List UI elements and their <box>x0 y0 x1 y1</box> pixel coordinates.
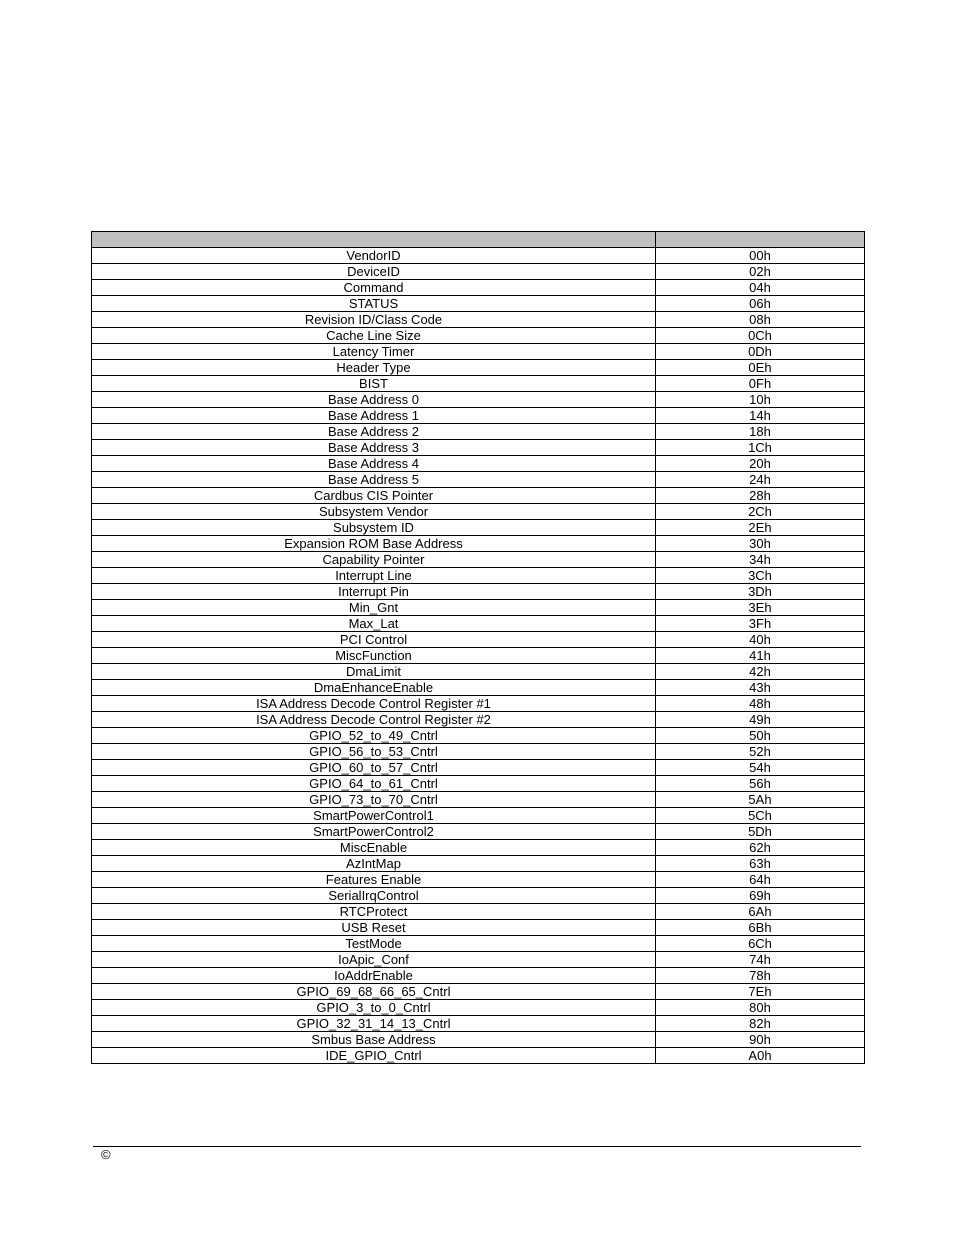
register-name: Smbus Base Address <box>92 1032 656 1048</box>
register-offset: 63h <box>656 856 865 872</box>
register-offset: 42h <box>656 664 865 680</box>
register-name: Subsystem Vendor <box>92 504 656 520</box>
table-row <box>92 568 865 584</box>
register-offset: 80h <box>656 1000 865 1016</box>
register-table <box>91 231 865 1064</box>
register-offset: 04h <box>656 280 865 296</box>
register-name: STATUS <box>92 296 656 312</box>
register-name: BIST <box>92 376 656 392</box>
register-offset: 24h <box>656 472 865 488</box>
register-name: MiscFunction <box>92 648 656 664</box>
register-name: Min_Gnt <box>92 600 656 616</box>
register-offset: 2Ch <box>656 504 865 520</box>
register-offset: 64h <box>656 872 865 888</box>
register-offset: 28h <box>656 488 865 504</box>
register-offset: 0Ch <box>656 328 865 344</box>
header-register-name <box>92 232 656 248</box>
table-row <box>92 1016 865 1032</box>
table-row <box>92 904 865 920</box>
register-offset: 0Dh <box>656 344 865 360</box>
register-name: GPIO_73_to_70_Cntrl <box>92 792 656 808</box>
table-row <box>92 376 865 392</box>
register-offset: 30h <box>656 536 865 552</box>
register-offset: 78h <box>656 968 865 984</box>
register-name: IoAddrEnable <box>92 968 656 984</box>
table-row <box>92 264 865 280</box>
register-name: GPIO_60_to_57_Cntrl <box>92 760 656 776</box>
table-row <box>92 888 865 904</box>
table-row <box>92 968 865 984</box>
register-offset: 50h <box>656 728 865 744</box>
register-offset: 6Ch <box>656 936 865 952</box>
table-row <box>92 344 865 360</box>
table-row <box>92 408 865 424</box>
register-table-body <box>92 248 865 1064</box>
table-row <box>92 776 865 792</box>
register-offset: 6Bh <box>656 920 865 936</box>
register-offset: A0h <box>656 1048 865 1064</box>
register-name: Cache Line Size <box>92 328 656 344</box>
register-name: PCI Control <box>92 632 656 648</box>
table-row <box>92 440 865 456</box>
register-offset: 34h <box>656 552 865 568</box>
register-name: Base Address 3 <box>92 440 656 456</box>
register-name: Revision ID/Class Code <box>92 312 656 328</box>
register-name: GPIO_3_to_0_Cntrl <box>92 1000 656 1016</box>
table-row <box>92 984 865 1000</box>
register-name: Cardbus CIS Pointer <box>92 488 656 504</box>
register-offset: 10h <box>656 392 865 408</box>
register-offset: 41h <box>656 648 865 664</box>
register-offset: 52h <box>656 744 865 760</box>
table-row <box>92 1000 865 1016</box>
table-row <box>92 728 865 744</box>
register-offset: 40h <box>656 632 865 648</box>
register-name: ISA Address Decode Control Register #2 <box>92 712 656 728</box>
register-offset: 48h <box>656 696 865 712</box>
table-row <box>92 856 865 872</box>
register-name: Interrupt Line <box>92 568 656 584</box>
table-row <box>92 488 865 504</box>
table-row <box>92 424 865 440</box>
register-offset: 0Eh <box>656 360 865 376</box>
register-offset: 02h <box>656 264 865 280</box>
table-row <box>92 920 865 936</box>
register-offset: 1Ch <box>656 440 865 456</box>
table-row <box>92 680 865 696</box>
register-offset: 74h <box>656 952 865 968</box>
table-row <box>92 1048 865 1064</box>
register-name: Base Address 0 <box>92 392 656 408</box>
register-name: AzIntMap <box>92 856 656 872</box>
table-row <box>92 328 865 344</box>
register-name: SmartPowerControl2 <box>92 824 656 840</box>
register-name: Max_Lat <box>92 616 656 632</box>
table-row <box>92 808 865 824</box>
register-offset: 3Ch <box>656 568 865 584</box>
register-offset: 5Ah <box>656 792 865 808</box>
register-name: GPIO_56_to_53_Cntrl <box>92 744 656 760</box>
register-name: TestMode <box>92 936 656 952</box>
table-row <box>92 392 865 408</box>
register-offset: 00h <box>656 248 865 264</box>
copyright-symbol: © <box>101 1147 111 1162</box>
register-offset: 14h <box>656 408 865 424</box>
table-row <box>92 616 865 632</box>
table-row <box>92 792 865 808</box>
register-offset: 06h <box>656 296 865 312</box>
register-offset: 62h <box>656 840 865 856</box>
register-offset: 08h <box>656 312 865 328</box>
register-offset: 0Fh <box>656 376 865 392</box>
register-name: Expansion ROM Base Address <box>92 536 656 552</box>
table-row <box>92 1032 865 1048</box>
register-offset: 6Ah <box>656 904 865 920</box>
register-name: Latency Timer <box>92 344 656 360</box>
register-name: Interrupt Pin <box>92 584 656 600</box>
table-row <box>92 280 865 296</box>
register-name: ISA Address Decode Control Register #1 <box>92 696 656 712</box>
register-offset: 90h <box>656 1032 865 1048</box>
register-offset: 7Eh <box>656 984 865 1000</box>
register-name: Capability Pointer <box>92 552 656 568</box>
register-name: Subsystem ID <box>92 520 656 536</box>
register-name: GPIO_69_68_66_65_Cntrl <box>92 984 656 1000</box>
register-name: Base Address 2 <box>92 424 656 440</box>
table-row <box>92 600 865 616</box>
register-name: USB Reset <box>92 920 656 936</box>
register-name: SmartPowerControl1 <box>92 808 656 824</box>
register-name: VendorID <box>92 248 656 264</box>
register-name: Header Type <box>92 360 656 376</box>
register-offset: 2Eh <box>656 520 865 536</box>
register-name: RTCProtect <box>92 904 656 920</box>
table-row <box>92 536 865 552</box>
table-row <box>92 824 865 840</box>
table-row <box>92 472 865 488</box>
header-offset <box>656 232 865 248</box>
register-name: DmaEnhanceEnable <box>92 680 656 696</box>
table-row <box>92 664 865 680</box>
table-row <box>92 504 865 520</box>
register-offset: 43h <box>656 680 865 696</box>
register-offset: 49h <box>656 712 865 728</box>
register-offset: 56h <box>656 776 865 792</box>
table-row <box>92 696 865 712</box>
table-row <box>92 456 865 472</box>
register-offset: 20h <box>656 456 865 472</box>
register-name: MiscEnable <box>92 840 656 856</box>
register-offset: 3Dh <box>656 584 865 600</box>
table-row <box>92 312 865 328</box>
table-row <box>92 744 865 760</box>
register-name: Base Address 4 <box>92 456 656 472</box>
register-offset: 5Ch <box>656 808 865 824</box>
register-name: Command <box>92 280 656 296</box>
table-row <box>92 840 865 856</box>
table-row <box>92 712 865 728</box>
table-row <box>92 296 865 312</box>
table-row <box>92 872 865 888</box>
table-row <box>92 648 865 664</box>
register-name: GPIO_64_to_61_Cntrl <box>92 776 656 792</box>
table-row <box>92 936 865 952</box>
register-name: Base Address 5 <box>92 472 656 488</box>
table-row <box>92 360 865 376</box>
table-row <box>92 952 865 968</box>
register-offset: 3Fh <box>656 616 865 632</box>
table-row <box>92 248 865 264</box>
register-offset: 82h <box>656 1016 865 1032</box>
register-name: Base Address 1 <box>92 408 656 424</box>
footer-divider <box>93 1146 861 1147</box>
register-name: GPIO_52_to_49_Cntrl <box>92 728 656 744</box>
register-offset: 69h <box>656 888 865 904</box>
register-offset: 3Eh <box>656 600 865 616</box>
table-row <box>92 552 865 568</box>
table-row <box>92 520 865 536</box>
register-offset: 5Dh <box>656 824 865 840</box>
table-row <box>92 632 865 648</box>
table-row <box>92 584 865 600</box>
register-name: GPIO_32_31_14_13_Cntrl <box>92 1016 656 1032</box>
table-row <box>92 760 865 776</box>
register-name: IDE_GPIO_Cntrl <box>92 1048 656 1064</box>
register-name: IoApic_Conf <box>92 952 656 968</box>
table-header-row <box>92 232 865 248</box>
register-name: DmaLimit <box>92 664 656 680</box>
register-offset: 18h <box>656 424 865 440</box>
register-offset: 54h <box>656 760 865 776</box>
register-name: SerialIrqControl <box>92 888 656 904</box>
register-name: Features Enable <box>92 872 656 888</box>
register-name: DeviceID <box>92 264 656 280</box>
